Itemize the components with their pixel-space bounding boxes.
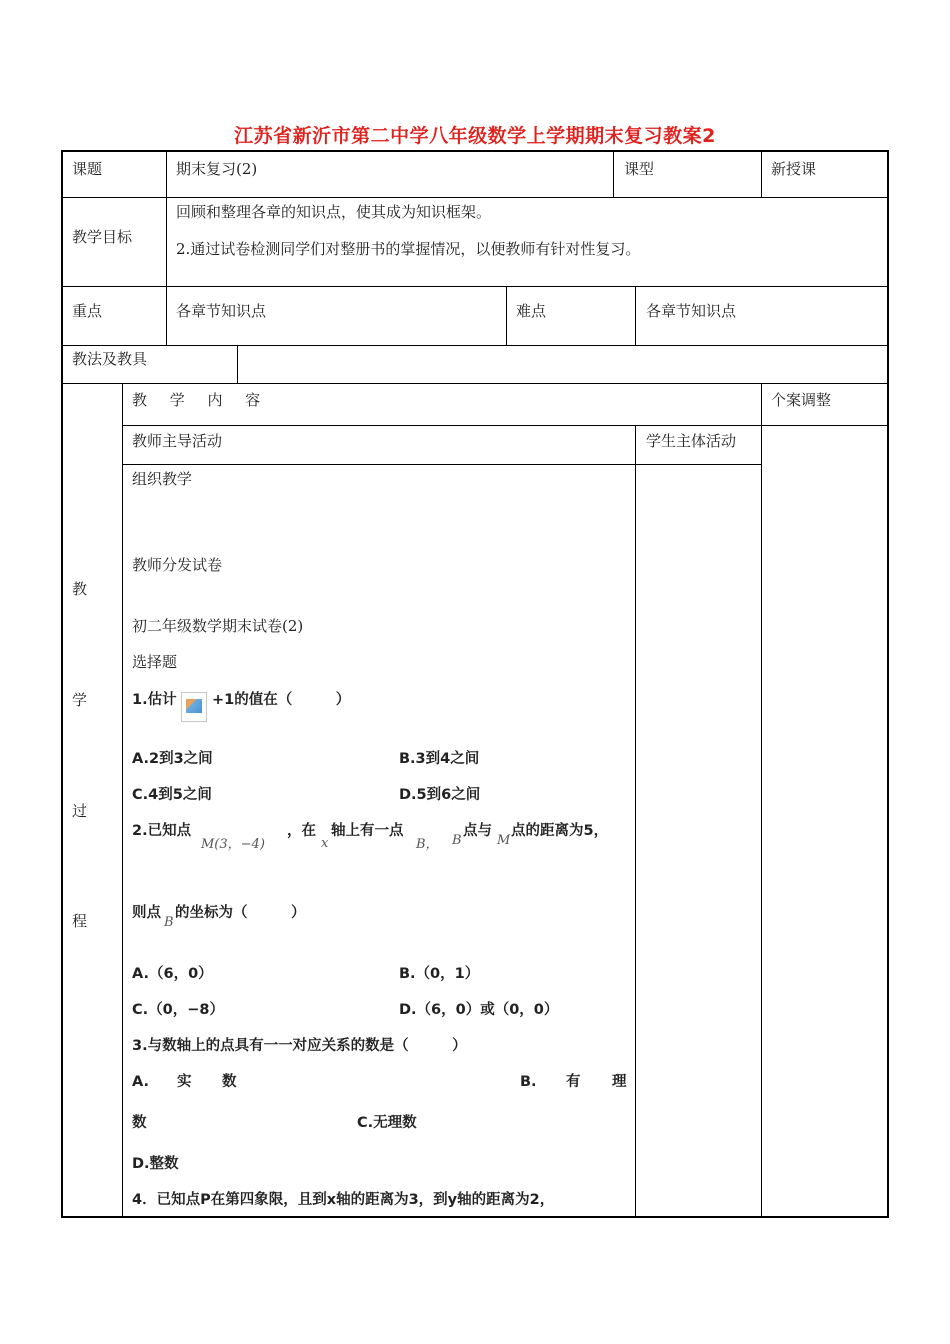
- q3-option-b-char: 数: [132, 1115, 147, 1131]
- formula-image-icon: [181, 692, 207, 722]
- col-divider: [635, 286, 636, 345]
- q2-formula-m: M(3，−4): [201, 837, 265, 852]
- q3-option-a-char: 实: [177, 1074, 192, 1090]
- q3-option-a-label: A.: [132, 1074, 149, 1090]
- topic-label: 课题: [72, 160, 103, 178]
- type-value: 新授课: [771, 160, 817, 178]
- q2-formula-m2: M: [497, 833, 511, 848]
- q1-option-b: B.3到4之间: [399, 751, 480, 767]
- difficult-value: 各章节知识点: [646, 302, 737, 320]
- q3-option-b-label: B.: [520, 1074, 537, 1090]
- col-divider: [166, 150, 167, 286]
- table-border-bottom: [61, 1216, 889, 1218]
- q1-prefix: 1.估计: [132, 692, 177, 708]
- col-divider: [761, 150, 762, 197]
- goal-line-1: 回顾和整理各章的知识点，使其成为知识框架。: [176, 203, 492, 221]
- organize-text: 组织教学: [132, 470, 193, 488]
- q2-option-c: C.（0，−8）: [132, 1002, 224, 1018]
- table-border-right: [887, 150, 889, 1218]
- q2-formula-b2: B: [452, 833, 462, 848]
- q3-option-c: C.无理数: [357, 1115, 417, 1131]
- q3-option-d: D.整数: [132, 1156, 179, 1172]
- q2-text-5: 点的距离为5，: [511, 823, 609, 839]
- row-divider: [122, 425, 889, 426]
- q1-option-a: A.2到3之间: [132, 751, 213, 767]
- distribute-text: 教师分发试卷: [132, 556, 223, 574]
- q2-text-1: 2.已知点: [132, 823, 192, 839]
- process-char: 程: [72, 912, 88, 930]
- q3-option-b-char: 有: [566, 1074, 581, 1090]
- topic-value: 期末复习(2): [176, 160, 258, 178]
- process-char: 教: [72, 580, 88, 598]
- q3-option-a-char: 数: [222, 1074, 237, 1090]
- paper-title: 初二年级数学期末试卷(2): [132, 617, 304, 635]
- goal-line-2: 2.通过试卷检测同学们对整册书的掌握情况，以便教师有针对性复习。: [176, 240, 641, 258]
- q3-option-b-char: 理: [612, 1074, 627, 1090]
- q1-suffix: +1的值在（ ）: [212, 692, 351, 708]
- q2-text-3: 轴上有一点: [331, 823, 404, 839]
- col-divider: [506, 286, 507, 345]
- table-border-left: [61, 150, 63, 1218]
- q1-option-d: D.5到6之间: [399, 787, 481, 803]
- q4-text: 4．已知点P在第四象限，且到x轴的距离为3，到y轴的距离为2，: [132, 1192, 555, 1208]
- col-divider: [237, 345, 238, 383]
- process-char: 过: [72, 802, 88, 820]
- row-divider: [122, 464, 762, 465]
- goal-label: 教学目标: [72, 228, 133, 246]
- q2-formula-b1: B，: [416, 837, 439, 852]
- q3-text: 3.与数轴上的点具有一一对应关系的数是（ ）: [132, 1038, 467, 1054]
- row-divider: [61, 286, 889, 287]
- q2-text-4: 点与: [463, 823, 492, 839]
- q2-option-a: A.（6，0）: [132, 966, 213, 982]
- row-divider: [61, 345, 889, 346]
- row-divider: [61, 197, 889, 198]
- q1-option-c: C.4到5之间: [132, 787, 212, 803]
- adjust-header: 个案调整: [771, 391, 832, 409]
- q2-formula-x: x: [321, 836, 329, 851]
- section-title: 选择题: [132, 653, 178, 671]
- document-title: 江苏省新沂市第二中学八年级数学上学期期末复习教案2: [234, 125, 716, 147]
- q2-option-d: D.（6，0）或（0，0）: [399, 1002, 559, 1018]
- col-divider: [761, 383, 762, 1218]
- q2-formula-b3: B: [164, 915, 174, 930]
- col-divider: [613, 150, 614, 197]
- col-divider: [166, 286, 167, 345]
- key-label: 重点: [72, 302, 103, 320]
- key-value: 各章节知识点: [176, 302, 267, 320]
- col-divider: [635, 425, 636, 1218]
- method-label: 教法及教具: [72, 350, 148, 368]
- process-char: 学: [72, 691, 88, 709]
- student-header: 学生主体活动: [646, 432, 737, 450]
- table-border-top: [61, 150, 889, 152]
- content-header: 教 学 内 容: [132, 391, 267, 409]
- q2-text-6: 则点: [132, 905, 161, 921]
- difficult-label: 难点: [516, 302, 547, 320]
- row-divider: [61, 383, 889, 384]
- q2-option-b: B.（0，1）: [399, 966, 480, 982]
- teacher-header: 教师主导活动: [132, 432, 223, 450]
- q2-text-7: 的坐标为（ ）: [175, 905, 306, 921]
- col-divider: [122, 383, 123, 1218]
- q2-text-2: ，在: [287, 823, 316, 839]
- type-label: 课型: [624, 160, 655, 178]
